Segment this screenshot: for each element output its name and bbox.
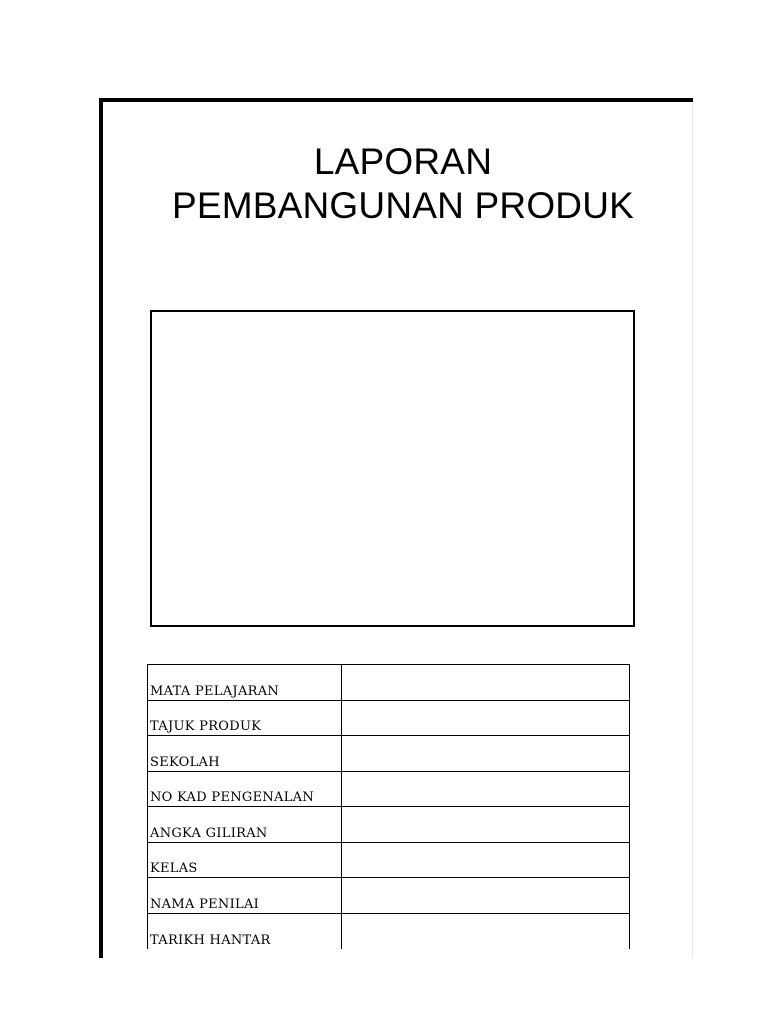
field-label-tarikh-hantar: TARIKH HANTAR xyxy=(148,913,342,949)
table-row xyxy=(148,807,630,843)
table-row xyxy=(148,878,630,914)
title-line-1: LAPORAN xyxy=(313,141,493,182)
field-label-mata-pelajaran: MATA PELAJARAN xyxy=(148,665,342,701)
field-value-angka-giliran[interactable] xyxy=(342,807,630,843)
field-label-tajuk-produk: TAJUK PRODUK xyxy=(148,700,342,736)
page-right-edge xyxy=(692,102,693,958)
table-row xyxy=(148,913,630,949)
field-value-mata-pelajaran[interactable] xyxy=(342,665,630,701)
table-row xyxy=(148,842,630,878)
field-value-tajuk-produk[interactable] xyxy=(342,700,630,736)
field-label-kelas: KELAS xyxy=(148,842,342,878)
product-image-placeholder xyxy=(150,310,635,627)
field-label-no-kad-pengenalan: NO KAD PENGENALAN xyxy=(148,771,342,807)
field-value-kelas[interactable] xyxy=(342,842,630,878)
field-value-sekolah[interactable] xyxy=(342,736,630,772)
table-row xyxy=(148,700,630,736)
field-label-angka-giliran: ANGKA GILIRAN xyxy=(148,807,342,843)
table-row xyxy=(148,771,630,807)
table-row xyxy=(148,665,630,701)
field-value-nama-penilai[interactable] xyxy=(342,878,630,914)
field-value-no-kad-pengenalan[interactable] xyxy=(342,771,630,807)
title-line-2: PEMBANGUNAN PRODUK xyxy=(171,185,635,226)
info-form-table xyxy=(147,664,630,949)
field-value-tarikh-hantar[interactable] xyxy=(342,913,630,949)
page-title xyxy=(103,140,703,228)
table-row xyxy=(148,736,630,772)
field-label-sekolah: SEKOLAH xyxy=(148,736,342,772)
field-label-nama-penilai: NAMA PENILAI xyxy=(148,878,342,914)
